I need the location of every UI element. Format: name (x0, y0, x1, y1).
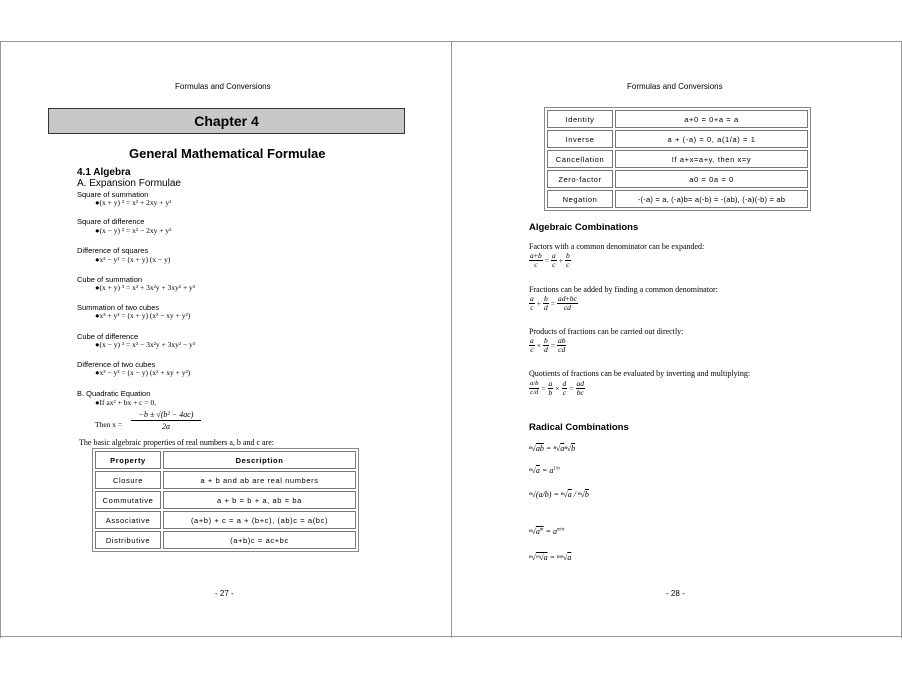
formula: ●x³ + y³ = (x + y) (x² − xy + y²) (95, 311, 191, 320)
quadratic-denominator: 2a (162, 422, 170, 431)
table-row (95, 531, 356, 549)
formula: $^n√a^m = a^{m/n}$ (529, 527, 565, 536)
properties-table (92, 448, 359, 552)
table-cell: a + b and ab are real numbers (163, 471, 356, 489)
table-cell: a0 = 0a = 0 (615, 170, 808, 188)
formula-label: Difference of squares (77, 246, 149, 255)
table-row (95, 471, 356, 489)
formula-label: Cube of difference (77, 332, 139, 341)
formula-label: Cube of summation (77, 275, 143, 284)
table-row (547, 150, 808, 168)
table-cell: (a+b) + c = a + (b+c), (ab)c = a(bc) (163, 511, 356, 529)
formula: $\frac{a}{c}$ × $\frac{b}{d}$ = $\frac{ab}{cd}$ (530, 336, 566, 354)
section-heading: Radical Combinations (529, 422, 629, 433)
page-number: - 27 - (215, 589, 234, 598)
formula: $^n√a = a^{1/n}$ (529, 466, 560, 475)
table-row (95, 511, 356, 529)
formula: ●(x + y) ² = x² + 2xy + y² (95, 198, 172, 207)
formula: ⁿ√ab = ⁿ√aⁿ√b (529, 444, 576, 453)
formula: ●(x − y) ² = x² − 2xy + y² (95, 226, 172, 235)
paragraph: Factors with a common denominator can be expanded: (529, 242, 705, 251)
column-header: Description (163, 451, 356, 469)
formula: $\frac{a}{c}$ + $\frac{b}{d}$ = $\frac{ad+bc}{cd}$ (530, 294, 577, 312)
formula-label: Square of difference (77, 217, 145, 226)
section-heading: 4.1 Algebra (77, 167, 131, 178)
section-heading: Algebraic Combinations (529, 222, 639, 233)
formula: ●x³ − y³ = (x − y) (x² + xy + y²) (95, 368, 191, 377)
subsection-heading: B. Quadratic Equation (77, 389, 151, 398)
formula: ●If ax² + bx + c = 0, (95, 398, 157, 407)
page-title: General Mathematical Formulae (129, 146, 326, 161)
quadratic-numerator: −b ± √(b² − 4ac) (131, 410, 201, 421)
page-number: - 28 - (666, 589, 685, 598)
table-cell: Inverse (547, 130, 613, 148)
table-cell: Closure (95, 471, 161, 489)
formula: Then x = (95, 420, 123, 429)
table-cell: -(-a) = a, (-a)b= a(-b) = -(ab), (-a)(-b) = ab (615, 190, 808, 208)
paragraph: Quotients of fractions can be evaluated by inverting and multiplying: (529, 369, 751, 378)
table-row (547, 170, 808, 188)
right-page (451, 42, 902, 638)
running-head: Formulas and Conversions (175, 82, 271, 91)
properties-table-continued (544, 107, 811, 211)
paragraph: Fractions can be added by finding a common denominator: (529, 285, 718, 294)
table-cell: a + b = b + a, ab = ba (163, 491, 356, 509)
formula: ●(x + y) ³ = x³ + 3x²y + 3xy² + y³ (95, 283, 196, 292)
table-cell: Negation (547, 190, 613, 208)
table-row (547, 190, 808, 208)
formula-label: Square of summation (77, 190, 149, 199)
table-header-row (95, 451, 356, 469)
paragraph: Products of fractions can be carried out directly: (529, 327, 684, 336)
table-cell: Cancellation (547, 150, 613, 168)
book-spread (0, 41, 902, 637)
table-cell: If a+x=a+y, then x=y (615, 150, 808, 168)
formula: ⁿ√ᵐ√a = ⁿᵐ√a (529, 553, 572, 562)
formula: ⁿ√(a/b) = ⁿ√a / ⁿ√b (529, 490, 589, 499)
chapter-heading: Chapter 4 (48, 108, 405, 134)
formula: ●x² − y² = (x + y) (x − y) (95, 255, 171, 264)
left-page (0, 42, 451, 638)
quadratic-fraction (131, 410, 201, 431)
table-cell: Commutative (95, 491, 161, 509)
subsection-heading: A. Expansion Formulae (77, 178, 181, 189)
table-cell: Zero-factor (547, 170, 613, 188)
formula-label: Summation of two cubes (77, 303, 160, 312)
table-cell: Associative (95, 511, 161, 529)
table-row (547, 110, 808, 128)
column-header: Property (95, 451, 161, 469)
formula: $\frac{a/b}{c/d}$ = $\frac{a}{b}$ × $\frac{d}{c}$ = $\frac{ad}{bc}$ (530, 379, 585, 397)
table-row (547, 130, 808, 148)
table-cell: Identity (547, 110, 613, 128)
table-cell: a+0 = 0+a = a (615, 110, 808, 128)
formula: $\frac{a+b}{c}$ = $\frac{a}{c}$ + $\frac{b}{c}$ (530, 251, 570, 269)
formula-label: Difference of two cubes (77, 360, 156, 369)
table-cell: Distributive (95, 531, 161, 549)
table-cell: (a+b)c = ac+bc (163, 531, 356, 549)
table-row (95, 491, 356, 509)
table-cell: a + (-a) = 0, a(1/a) = 1 (615, 130, 808, 148)
formula: ●(x − y) ³ = x³ − 3x²y + 3xy² − y³ (95, 340, 196, 349)
table-intro: The basic algebraic properties of real numbers a, b and c are: (79, 438, 275, 447)
running-head: Formulas and Conversions (627, 82, 723, 91)
